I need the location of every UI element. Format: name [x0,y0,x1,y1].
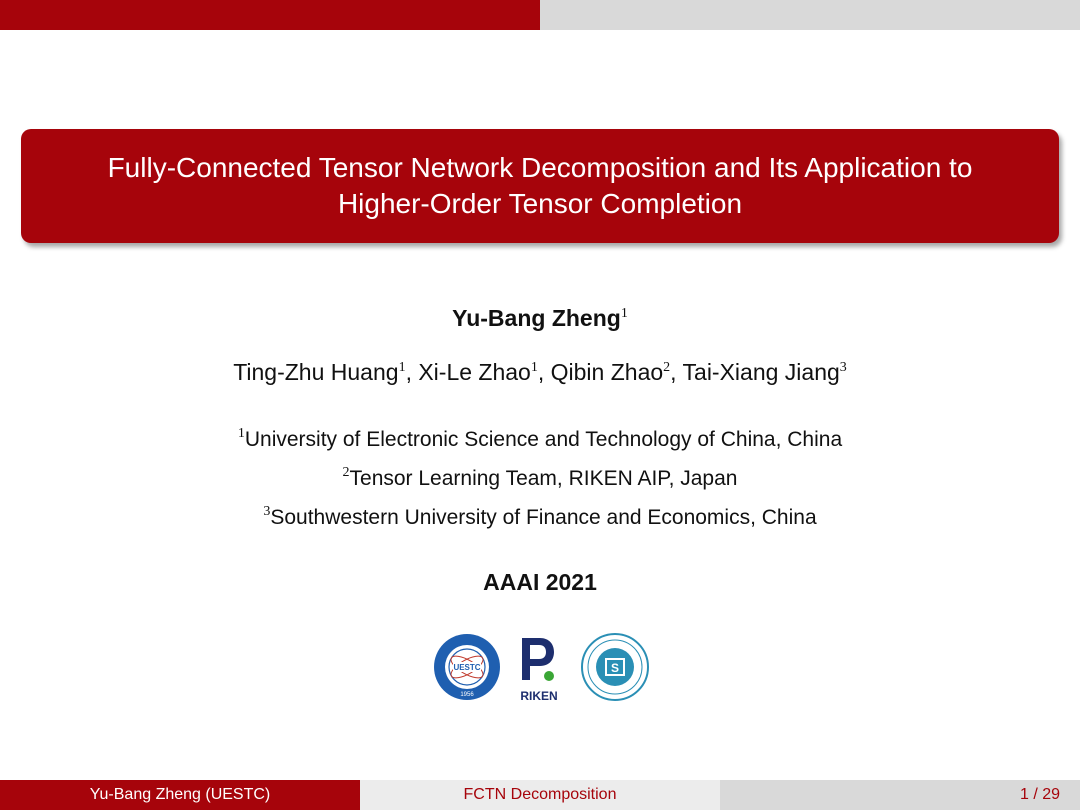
affiliation-text: University of Electronic Science and Technology of China, China [244,428,843,451]
affiliation-number: 1 [237,426,245,441]
logo-row [430,632,652,704]
riken-logo-text: RIKEN [520,689,558,703]
coauthor-name: Tai-Xiang Jiang [682,359,840,385]
footer-bar [0,780,1080,810]
affiliation-3 [0,506,1080,530]
venue: AAAI 2021 [483,569,597,595]
coauthor-affil-number: 3 [839,360,847,375]
title-line-1: Fully-Connected Tensor Network Decomposition and Its Application to [107,152,973,183]
affiliation-text: Tensor Learning Team, RIKEN AIP, Japan [349,467,738,490]
uestc-logo-year: 1956 [460,692,474,698]
presenter-affil-number: 1 [620,306,628,321]
top-bar-right [540,0,1080,30]
coauthor-affil-number: 2 [663,360,671,375]
coauthor-affil-number: 1 [530,360,538,375]
coauthor-name: Qibin Zhao [550,359,664,385]
affiliation-number: 3 [263,504,271,519]
footer-author: Yu-Bang Zheng (UESTC) [0,780,360,810]
riken-logo [516,632,562,704]
affiliation-text: Southwestern University of Finance and Economics, China [270,506,817,529]
affiliation-2 [0,467,1080,491]
page-number: 1 / 29 [1019,786,1060,803]
affiliation-1 [0,428,1080,452]
swufe-logo-text: S [610,661,620,675]
coauthor-name: Xi-Le Zhao [418,359,531,385]
presenter-name: Yu-Bang Zheng [452,305,621,331]
coauthor-name: Ting-Zhu Huang [233,359,399,385]
uestc-logo-text: UESTC [453,663,481,672]
uestc-logo [432,632,502,702]
coauthor-list: Ting-Zhu Huang$^1$, Xi-Le Zhao$^1$, Qibin Zhao$^2$, Tai-Xiang Jiang$^3$ [233,359,847,385]
presenter [0,305,1080,332]
footer-page-number [720,780,1080,810]
footer-short-title: FCTN Decomposition [360,780,720,810]
top-bar-left [0,0,540,30]
title-block [21,129,1059,243]
top-progress-bar [0,0,1080,30]
coauthor-affil-number: 1 [398,360,406,375]
swufe-logo [580,632,650,702]
title-line-2: Higher-Order Tensor Completion [337,188,743,219]
affiliation-number: 2 [342,465,350,480]
